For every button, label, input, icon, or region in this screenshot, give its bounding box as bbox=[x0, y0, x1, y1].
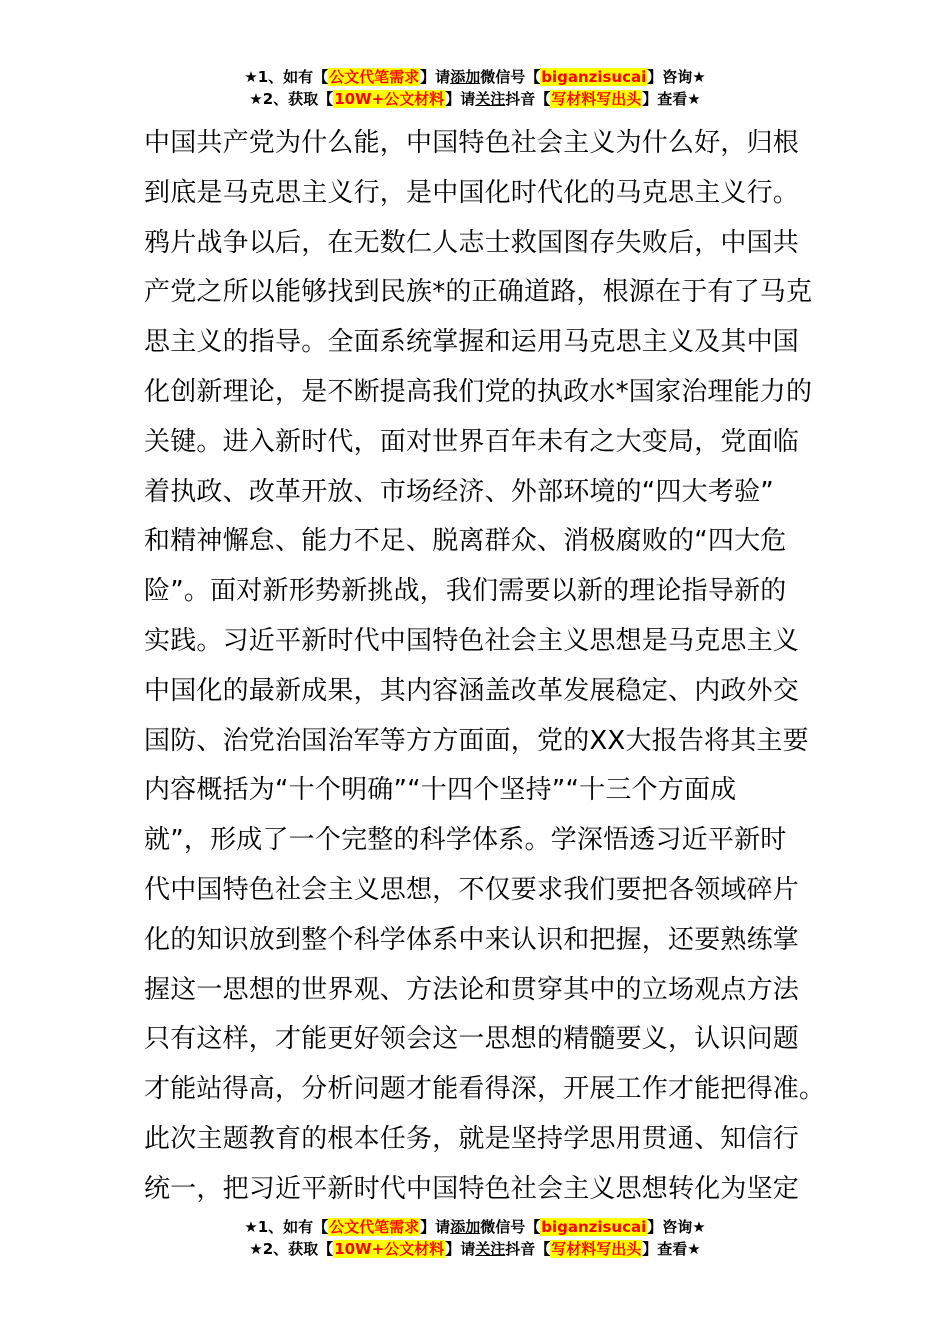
underlined-text: 关注 bbox=[475, 1240, 506, 1258]
body-line: 险”。面对新形势新挑战，我们需要以新的理论指导新的 bbox=[144, 576, 787, 607]
highlight-service: 公文代笔需求 bbox=[329, 1218, 420, 1236]
body-line: 内容概括为“十个明确”“十四个坚持”“十三个方面成 bbox=[144, 775, 737, 806]
body-line: 国防、治党治国治军等方方面面，党的XX大报告将其主要 bbox=[144, 725, 809, 756]
highlight-douyin: 写材料写出头 bbox=[551, 90, 642, 108]
body-line: 就”，形成了一个完整的科学体系。学深悟透习近平新时 bbox=[144, 825, 787, 856]
banner-text: 】咨询★ bbox=[647, 1218, 706, 1236]
body-line: 此次主题教育的根本任务，就是坚持学思用贯通、知信行 bbox=[144, 1123, 800, 1154]
highlight-materials: 10W+公文材料 bbox=[334, 90, 445, 108]
banner-text: ★2、获取【 bbox=[249, 1240, 334, 1258]
body-line: 才能站得高，分析问题才能看得深，开展工作才能把得准。 bbox=[144, 1074, 826, 1105]
body-line: 握这一思想的世界观、方法论和贯穿其中的立场观点方法 bbox=[144, 974, 800, 1005]
highlight-service: 公文代笔需求 bbox=[329, 68, 420, 86]
body-line: 中国共产党为什么能，中国特色社会主义为什么好，归根 bbox=[144, 128, 800, 158]
banner-text: ★1、如有【 bbox=[244, 68, 329, 86]
body-line: 产党之所以能够找到民族*的正确道路，根源在于有了马克 bbox=[144, 277, 813, 308]
body-line: 只有这样，才能更好领会这一思想的精髓要义，认识问题 bbox=[144, 1024, 800, 1055]
banner-text: 抖音【 bbox=[505, 1240, 551, 1258]
underlined-text: 添加 bbox=[450, 1218, 481, 1236]
banner-text: 抖音【 bbox=[505, 90, 551, 108]
banner-text: 】查看★ bbox=[642, 1240, 701, 1258]
underlined-text: 关注 bbox=[475, 90, 506, 108]
body-line: 到底是马克思主义行，是中国化时代化的马克思主义行。 bbox=[144, 177, 800, 208]
highlight-douyin: 写材料写出头 bbox=[551, 1240, 642, 1258]
header-banner bbox=[0, 66, 950, 110]
banner-text: 】请 bbox=[445, 1240, 476, 1258]
banner-text: 】咨询★ bbox=[647, 68, 706, 86]
banner-line-2 bbox=[0, 88, 950, 110]
body-line: 鸦片战争以后，在无数仁人志士救国图存失败后，中国共 bbox=[144, 227, 800, 258]
highlight-wechat-id: biganzisucai bbox=[541, 1218, 647, 1236]
body-line: 关键。进入新时代，面对世界百年未有之大变局，党面临 bbox=[144, 426, 800, 457]
banner-text: 】请 bbox=[420, 68, 451, 86]
body-line: 着执政、改革开放、市场经济、外部环境的“四大考验” bbox=[144, 476, 774, 507]
document-body bbox=[144, 119, 826, 1215]
banner-text: 】查看★ bbox=[642, 90, 701, 108]
banner-text: ★1、如有【 bbox=[244, 1218, 329, 1236]
highlight-materials: 10W+公文材料 bbox=[334, 1240, 445, 1258]
banner-text: 】请 bbox=[420, 1218, 451, 1236]
banner-line-1 bbox=[0, 1216, 950, 1238]
banner-line-2 bbox=[0, 1238, 950, 1260]
banner-text: 】请 bbox=[445, 90, 476, 108]
highlight-wechat-id: biganzisucai bbox=[541, 68, 647, 86]
body-line: 统一，把习近平新时代中国特色社会主义思想转化为坚定 bbox=[144, 1173, 800, 1204]
body-line: 代中国特色社会主义思想，不仅要求我们要把各领域碎片 bbox=[144, 874, 800, 905]
footer-banner bbox=[0, 1216, 950, 1260]
banner-text: 微信号【 bbox=[480, 68, 541, 86]
underlined-text: 添加 bbox=[450, 68, 481, 86]
body-line: 中国化的最新成果，其内容涵盖改革发展稳定、内政外交 bbox=[144, 675, 800, 706]
banner-line-1 bbox=[0, 66, 950, 88]
body-line: 化创新理论，是不断提高我们党的执政水*国家治理能力的 bbox=[144, 376, 813, 407]
banner-text: 微信号【 bbox=[480, 1218, 541, 1236]
body-line: 实践。习近平新时代中国特色社会主义思想是马克思主义 bbox=[144, 625, 800, 656]
body-line: 化的知识放到整个科学体系中来认识和把握，还要熟练掌 bbox=[144, 924, 800, 955]
banner-text: ★2、获取【 bbox=[249, 90, 334, 108]
body-line: 思主义的指导。全面系统掌握和运用马克思主义及其中国 bbox=[144, 327, 800, 358]
body-line: 和精神懈怠、能力不足、脱离群众、消极腐败的“四大危 bbox=[144, 526, 787, 557]
